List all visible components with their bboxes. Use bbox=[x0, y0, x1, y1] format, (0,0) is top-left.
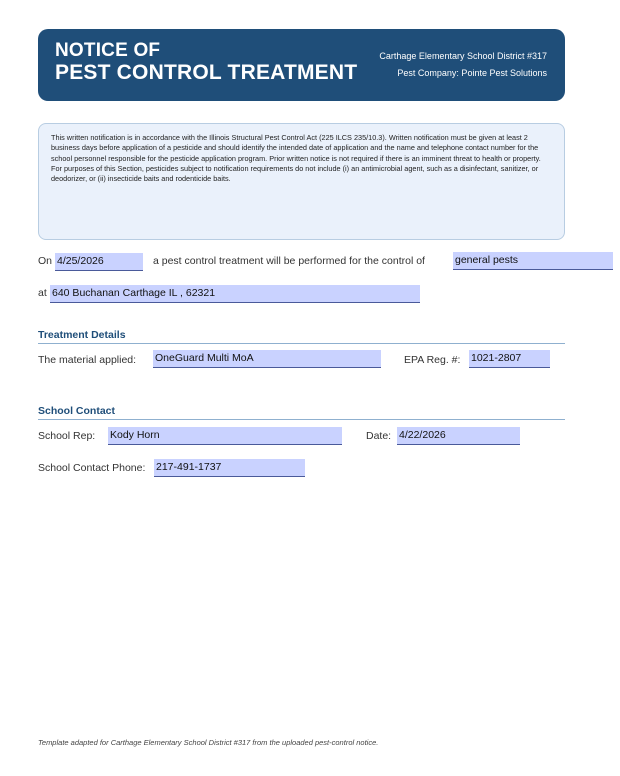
treatment-date-field[interactable]: 4/25/2026 bbox=[55, 253, 143, 271]
epa-reg-field[interactable]: 1021-2807 bbox=[469, 350, 550, 368]
footer-note: Template adapted for Carthage Elementary School District #317 from the uploaded pest-control notice. bbox=[38, 738, 379, 747]
address-field[interactable]: 640 Buchanan Carthage IL , 62321 bbox=[50, 285, 420, 303]
on-label: On bbox=[38, 255, 53, 267]
material-label: The material applied: bbox=[38, 354, 137, 366]
header-title-line1: NOTICE OF bbox=[55, 40, 161, 61]
phone-label: School Contact Phone: bbox=[38, 462, 146, 474]
school-rep-label: School Rep: bbox=[38, 430, 96, 442]
treatment-details-heading: Treatment Details bbox=[38, 329, 126, 341]
school-contact-divider bbox=[38, 419, 565, 420]
school-contact-heading: School Contact bbox=[38, 405, 116, 417]
legal-notice-box bbox=[38, 123, 565, 240]
pest-company: Pest Company: Pointe Pest Solutions bbox=[397, 68, 547, 78]
header-title-line2: PEST CONTROL TREATMENT bbox=[55, 61, 358, 84]
epa-label: EPA Reg. #: bbox=[404, 354, 461, 366]
school-rep-field[interactable]: Kody Horn bbox=[108, 427, 342, 445]
treatment-sentence: a pest control treatment will be performed for the control of bbox=[153, 255, 425, 267]
notice-header bbox=[38, 29, 565, 101]
material-field[interactable]: OneGuard Multi MoA bbox=[153, 350, 381, 368]
contact-date-label: Date: bbox=[366, 430, 392, 442]
phone-field[interactable]: 217-491-1737 bbox=[154, 459, 305, 477]
district-name: Carthage Elementary School District #317 bbox=[379, 51, 547, 61]
legal-notice-text: This written notification is in accordance with the Illinois Structural Pest Control Act (225 ILCS 235/10.3). Written notification must be given at least 2 business days before application of a pesticide and should identify the intended date of application and the name and telephone contact number for the school personnel responsible for the pesticide application program. Prior written notice is not required if there is an imminent threat to health or property. For purposes of this Section, pesticides subject to notification requirements do not include (i) an antimicrobial agent, such as a disinfectant, sanitizer, or deodorizer, or (ii) insecticide baits and rodenticide baits. bbox=[51, 133, 541, 184]
contact-date-field[interactable]: 4/22/2026 bbox=[397, 427, 520, 445]
at-label: at bbox=[38, 287, 47, 299]
target-pests-field[interactable]: general pests bbox=[453, 252, 613, 270]
treatment-details-divider bbox=[38, 343, 565, 344]
